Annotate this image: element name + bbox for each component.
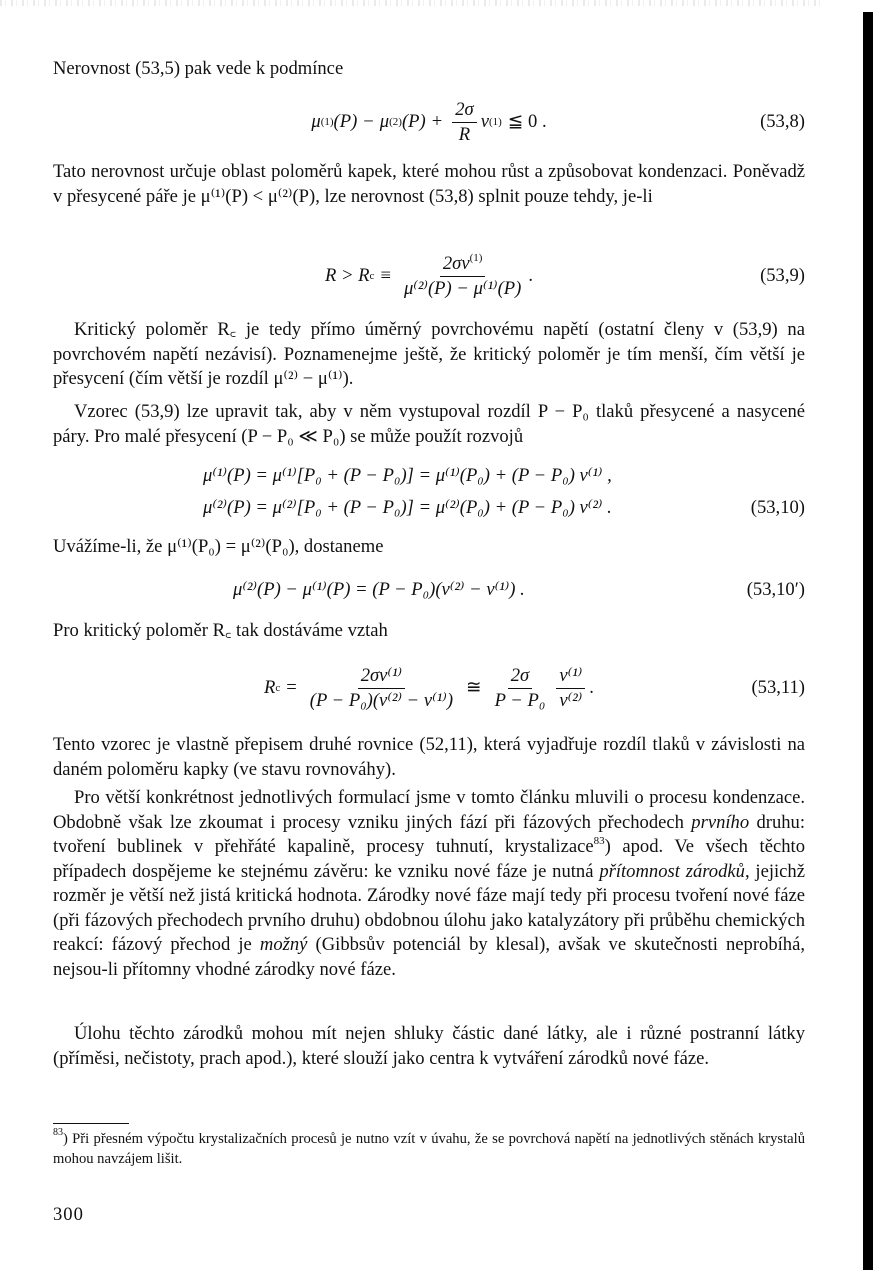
scan-edge-bar	[863, 12, 873, 1270]
eq-sup: (1)	[469, 251, 483, 264]
eq-relation: ≦ 0 .	[507, 110, 547, 132]
emphasis: možný	[259, 934, 308, 955]
emphasis: přítomnost zárodků	[599, 860, 745, 882]
frac-num: 2σ	[452, 100, 476, 123]
paragraph-rewrite: Tento vzorec je vlastně přepisem druhé rovnice (52,11), která vyjadřuje rozdíl tlaků v závislosti na daném poloměru kapky (ve stavu rovnováhy).	[53, 734, 805, 780]
equation-line: μ⁽²⁾(P) − μ⁽¹⁾(P) = (P − P₀)(v⁽²⁾ − v⁽¹⁾) .	[233, 579, 525, 600]
eq-op: +	[431, 110, 443, 132]
eq-term: (P)	[333, 110, 358, 132]
paragraph-condensation: Tato nerovnost určuje oblast poloměrů kapek, které mohou růst a způsobovat kondenzaci. Poněvadž v přesycené páře je μ⁽¹⁾(P) < μ⁽²⁾(P), lze nerovnost (53,8) splnit pouze tehdy, je-li	[53, 161, 805, 207]
eq-term: R > R	[324, 264, 370, 286]
equation-53-10-prime	[53, 576, 805, 606]
equation-number: (53,10′)	[746, 579, 805, 600]
eq-term: R	[264, 676, 276, 698]
eq-fraction	[492, 666, 549, 711]
frac-num: 2σv⁽¹⁾	[358, 666, 405, 689]
equation-53-11: R c = $\frac{\text{2σv⁽¹⁾}}{\text{(P − P₀)(v⁽²⁾ − v⁽¹⁾)}}$ ≅ $\frac{2\sigma}{\text{P − P₀}}$ $\frac{\text{v⁽¹⁾}}{\text{v⁽²⁾}}$ . (53,11)	[264, 664, 805, 711]
footnote-rule	[53, 1123, 129, 1124]
eq-fraction	[452, 100, 476, 145]
eq-op: =	[286, 676, 297, 698]
paragraph-nuclei: Úlohu těchto zárodků mohou mít nejen shluky částic dané látky, ale i různé postranní látky (příměsi, nečistoty, prach apod.), které slouží jako centra k vytváření zárodků nové fáze.	[53, 1023, 805, 1069]
frac-den: (P − P₀)(v⁽²⁾ − v⁽¹⁾)	[309, 689, 454, 711]
equation-53-9: R > R c ≡ $\frac{2\sigma v^{(1)}}{\text{μ⁽²⁾(P) − μ⁽¹⁾(P)}}$ . (53,9)	[324, 251, 805, 299]
equation-number: (53,9)	[760, 264, 805, 286]
frac-den: μ⁽²⁾(P) − μ⁽¹⁾(P)	[403, 277, 522, 299]
eq-term: 2σv	[442, 252, 470, 274]
text-run: ) apod. Ve všech těchto případech dospějeme ke stejnému závěru: ke vzniku nové fáze je nutná	[53, 836, 805, 882]
text-run: Pro větší konkrétnost jednotlivých formulací jsme v tomto článku mluvili o procesu kondenzace. Obdobně však lze zkoumat i procesy vzniku jiných fází při fázových přechodech	[53, 787, 805, 833]
equation-number: (53,10)	[750, 497, 805, 518]
frac-den: v⁽²⁾	[559, 689, 583, 711]
footnote-reference[interactable]: 83	[593, 835, 605, 847]
text-run: (Gibbsův potenciál by klesal), avšak ve skutečnosti neprobíhá, nejsou-li přítomny vhodné zárodky nové fáze.	[53, 934, 805, 980]
equation-53-10	[53, 462, 805, 526]
eq-fraction	[401, 251, 524, 299]
equation-number: (53,8)	[760, 110, 805, 132]
eq-tail: .	[589, 676, 594, 698]
paragraph-expansion: Vzorec (53,9) lze upravit tak, aby v něm vystupoval rozdíl P − P₀ tlaků přesycené a nasycené páry. Pro malé přesycení (P − P₀ ≪ P₀) se může použít rozvojů	[53, 401, 805, 447]
frac-den: P − P₀	[494, 689, 546, 711]
paragraph-phase-transitions	[53, 786, 805, 982]
paragraph-critical-radius: Kritický poloměr R꜀ je tedy přímo úměrný povrchovému napětí (ostatní členy v (53,9) na povrchovém napětí nezávisí). Poznamenejme ještě, že kritický poloměr je tím menší, čím větší je přesycení (čím větší je rozdíl μ⁽²⁾ − μ⁽¹⁾).	[53, 319, 805, 389]
footnote-83	[53, 1129, 805, 1169]
eq-op: −	[363, 110, 374, 132]
footnote-marker: 83	[53, 1127, 63, 1138]
page-number: 300	[53, 1204, 84, 1225]
frac-num: v⁽¹⁾	[556, 666, 585, 689]
equation-line: μ⁽¹⁾(P) = μ⁽¹⁾[P₀ + (P − P₀)] = μ⁽¹⁾(P₀) + (P − P₀) v⁽¹⁾ ,	[203, 465, 612, 486]
scan-top-edge	[0, 0, 820, 6]
eq-term: μ	[379, 110, 390, 132]
frac-num: 2σ	[508, 666, 532, 689]
eq-fraction	[307, 666, 456, 711]
eq-op: ≡	[380, 264, 391, 286]
equation-line: μ⁽²⁾(P) = μ⁽²⁾[P₀ + (P − P₀)] = μ⁽²⁾(P₀) + (P − P₀) v⁽²⁾ .	[203, 497, 612, 518]
text-run: , jejichž rozměr je větší než jistá kritická hodnota. Zárodky nové fáze mají tedy při procesu tvoření nové fáze (při fázových přechodech prvního druhu) obdobnou úlohu jako katalyzátory při průběhu chemických reakcí: fázový přechod je	[53, 860, 805, 955]
paragraph-intro: Nerovnost (53,5) pak vede k podmínce	[53, 58, 344, 79]
equation-number: (53,11)	[751, 676, 805, 698]
equation-53-8: μ (1) (P) − μ (2) (P) + $\frac{2\sigma}{R}$ v (1) ≦ 0 . (53,8)	[311, 98, 805, 145]
frac-num	[440, 251, 486, 277]
eq-term: μ	[311, 110, 321, 132]
eq-tail: .	[528, 264, 534, 286]
footnote-text: ) Při přesném výpočtu krystalizačních procesů je nutno vzít v úvahu, že se povrchová napětí na jednotlivých stěnách krystalů mohou navzájem lišit.	[53, 1131, 805, 1167]
paragraph-critical-relation: Pro kritický poloměr R꜀ tak dostáváme vztah	[53, 620, 388, 641]
text-run: druhu: tvoření bublinek v přehřáté kapalině, procesy tuhnutí, krystalizace	[53, 811, 805, 857]
eq-term: v	[480, 110, 489, 132]
eq-fraction	[556, 666, 585, 711]
eq-term: (P)	[401, 110, 426, 132]
frac-den: R	[458, 123, 471, 145]
eq-op: ≅	[466, 676, 482, 698]
paragraph-assume: Uvážíme-li, že μ⁽¹⁾(P₀) = μ⁽²⁾(P₀), dostaneme	[53, 536, 384, 557]
emphasis: prvního	[691, 811, 750, 833]
